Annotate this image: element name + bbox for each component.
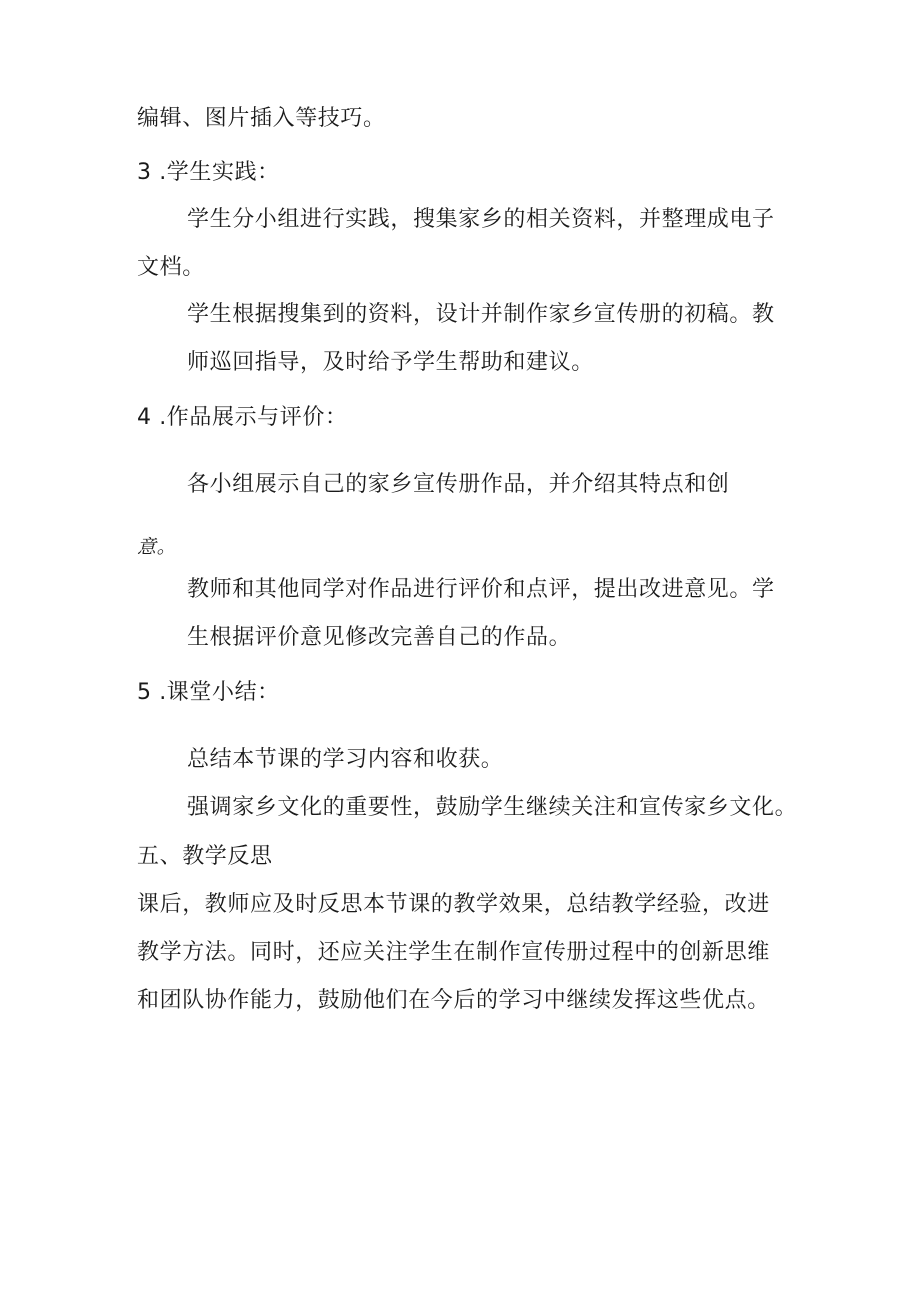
- body-text-line: 总结本节课的学习内容和收获。: [187, 747, 504, 772]
- body-text-line: 意。: [137, 536, 177, 558]
- body-text-line: 学生根据搜集到的资料，设计并制作家乡宣传册的初稿。教: [187, 302, 775, 327]
- body-text-line: 文档。: [137, 255, 205, 280]
- body-text-line: 教师和其他同学对作品进行评价和点评，提出改进意见。学: [187, 577, 775, 602]
- body-text-line: 课后，教师应及时反思本节课的教学效果，总结教学经验，改进: [137, 892, 770, 917]
- body-text-line: 生根据评价意见修改完善自己的作品。: [187, 625, 572, 650]
- body-text-line: 各小组展示自己的家乡宣传册作品，并介绍其特点和创: [187, 472, 730, 497]
- body-text-line: 编辑、图片插入等技巧。: [137, 106, 386, 131]
- section-heading-student-practice: 3 .学生实践：: [137, 160, 280, 185]
- section-heading-showcase-evaluation: 4 .作品展示与评价：: [137, 405, 348, 430]
- body-text-line: 强调家乡文化的重要性，鼓励学生继续关注和宣传家乡文化。: [187, 795, 798, 820]
- section-heading-teaching-reflection: 五、教学反思: [137, 844, 273, 869]
- section-heading-class-summary: 5 .课堂小结：: [137, 680, 280, 705]
- body-text-line: 师巡回指导，及时给予学生帮助和建议。: [187, 350, 594, 375]
- body-text-line: 学生分小组进行实践，搜集家乡的相关资料，并整理成电子: [187, 207, 775, 232]
- body-text-line: 教学方法。同时，还应关注学生在制作宣传册过程中的创新思维: [137, 940, 770, 965]
- body-text-line: 和团队协作能力，鼓励他们在今后的学习中继续发挥这些优点。: [137, 988, 770, 1013]
